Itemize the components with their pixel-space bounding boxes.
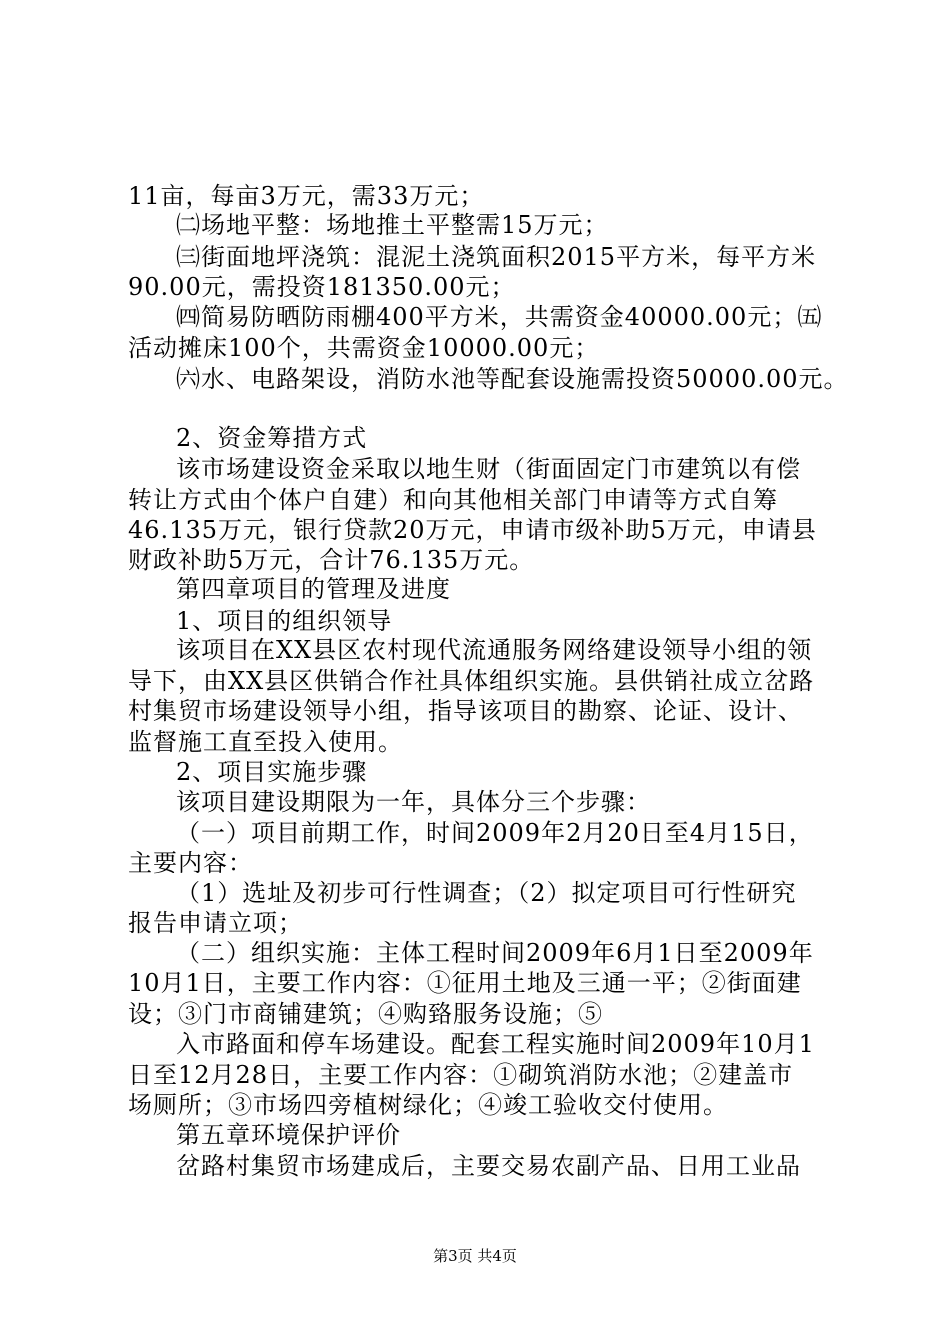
text-line: 该项目建设期限为一年，具体分三个步骤： [176,788,651,816]
text-line: 该项目在XX县区农村现代流通服务网络建设领导小组的领 [176,636,813,664]
text-line: ㈥水、电路架设，消防水池等配套设施需投资50000.00元。 [176,365,849,393]
text-line: 主要内容： [128,849,253,877]
text-line: 转让方式由个体户自建）和向其他相关部门申请等方式自筹 [128,486,778,514]
section-heading: 2、项目实施步骤 [176,758,368,786]
text-line: 46.135万元，银行贷款20万元，申请市级补助5万元，申请县 [128,516,817,544]
text-line: 日至12月28日，主要工作内容：①砌筑消防水池；②建盖市 [128,1061,794,1089]
text-line: 监督施工直至投入使用。 [128,728,403,756]
text-line: 该市场建设资金采取以地生财（街面固定门市建筑以有偿 [176,455,801,483]
text-line: 财政补助5万元，合计76.135万元。 [128,546,535,574]
text-line: ㈡场地平整：场地推土平整需15万元； [176,211,609,239]
text-line: ㈣简易防晒防雨棚400平方米，共需资金40000.00元；㈤ [176,303,823,331]
text-line: 岔路村集贸市场建成后，主要交易农副产品、日用工业品 [176,1152,801,1180]
page-footer: 第3页 共4页 [433,1247,517,1265]
text-line: 导下，由XX县区供销合作社具体组织实施。县供销社成立岔路 [128,667,815,695]
text-line: 场厕所；③市场四旁植树绿化；④竣工验收交付使用。 [128,1091,728,1119]
chapter-heading: 第四章项目的管理及进度 [176,575,451,603]
text-line: 11亩，每亩3万元，需33万元； [128,182,485,210]
text-line: 90.00元，需投资181350.00元； [128,273,516,301]
section-heading: 1、项目的组织领导 [176,607,393,635]
text-line: （二）组织实施：主体工程时间2009年6月1日至2009年 [176,939,814,967]
text-line: （1）选址及初步可行性调查；（2）拟定项目可行性研究 [176,879,797,907]
chapter-heading: 第五章环境保护评价 [176,1121,401,1149]
section-heading: 2、资金筹措方式 [176,424,368,452]
text-line: ㈢街面地坪浇筑：混泥土浇筑面积2015平方米，每平方米 [176,243,817,271]
text-line: 村集贸市场建设领导小组，指导该项目的勘察、论证、设计、 [128,697,803,725]
text-line: （一）项目前期工作，时间2009年2月20日至4月15日， [176,819,814,847]
text-line: 活动摊床100个，共需资金10000.00元； [128,334,600,362]
text-line: 报告申请立项； [128,909,303,937]
text-line: 设；③门市商铺建筑；④购臵服务设施；⑤ [128,1000,603,1028]
text-line: 入市路面和停车场建设。配套工程实施时间2009年10月1 [176,1030,815,1058]
text-line: 10月1日，主要工作内容：①征用土地及三通一平；②街面建 [128,969,802,997]
